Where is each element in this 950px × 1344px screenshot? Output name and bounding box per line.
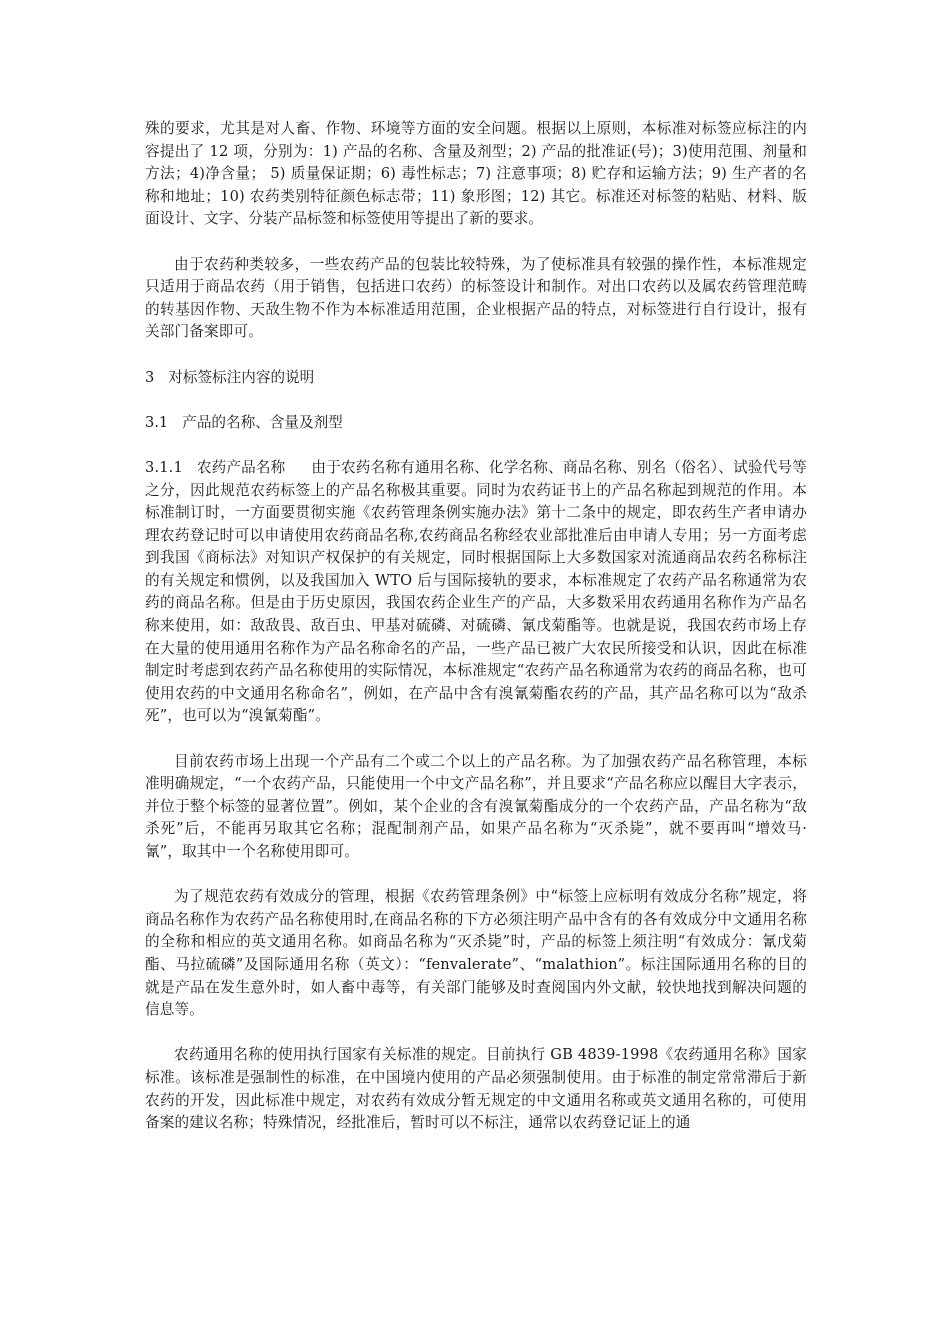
section-title: 农药产品名称: [196, 458, 286, 476]
section-title: 对标签标注内容的说明: [168, 368, 315, 386]
paragraph-active-ingredient: 为了规范农药有效成分的管理，根据《农药管理条例》中“标签上应标明有效成分名称”规定，将商品名称作为农药产品名称使用时,在商品名称的下方必须注明产品中含有的各有效成分中文通用名称的全称和相应的英文通用名称。如商品名称为“灭杀毙”时，产品的标签上须注明“有效成分：氰戊菊酯、马拉硫磷”及国际通用名称（英文）：“fenvalerate”、“malathion”。标注国际通用名称的目的就是产品在发生意外时，如人畜中毒等，有关部门能够及时查阅国内外文献，较快地找到解决问题的信息等。: [145, 888, 807, 1019]
section-number: 3.1.1: [145, 458, 183, 476]
paragraph-gap: [145, 344, 807, 367]
paragraph-gap: [145, 389, 807, 412]
paragraph-gap: [145, 434, 807, 457]
section-heading-3-1: [145, 412, 807, 435]
paragraph-text: 由于农药名称有通用名称、化学名称、商品名称、别名（俗名）、试验代号等之分，因此规范农药标签上的产品名称极其重要。同时为农药证书上的产品名称起到规范的作用。本标准制订时，一方面要贯彻实施《农药管理条例实施办法》第十二条中的规定，即农药生产者申请办理农药登记时可以申请使用农药商品名称,农药商品名称经农业部批准后由申请人专用；另一方面考虑到我国《商标法》对知识产权保护的有关规定，同时根据国际上大多数国家对流通商品农药名称标注的有关规定和惯例，以及我国加入 WTO 后与国际接轨的要求，本标准规定了农药产品名称通常为农药的商品名称。但是由于历史原因，我国农药企业生产的产品，大多数采用农药通用名称作为产品名称来使用，如：敌敌畏、敌百虫、甲基对硫磷、对硫磷、氰戊菊酯等。也就是说，我国农药市场上存在大量的使用通用名称作为产品名称命名的产品，一些产品已被广大农民所接受和认识，因此在标准制定时考虑到农药产品名称使用的实际情况，本标准规定“农药产品名称通常为农药的商品名称，也可使用农药的中文通用名称命名”，例如，在产品中含有溴氰菊酯农药的产品，其产品名称可以为“敌杀死”，也可以为“溴氰菊酯”。: [145, 458, 807, 725]
paragraph-product-name: [145, 457, 807, 728]
paragraph-gap: [145, 864, 807, 887]
document-page: [145, 118, 807, 1135]
paragraph-gap: [145, 728, 807, 751]
paragraph-gap: [145, 1022, 807, 1045]
paragraph-label-requirements: 殊的要求，尤其是对人畜、作物、环境等方面的安全问题。根据以上原则，本标准对标签应标注的内容提出了 12 项，分别为：1) 产品的名称、含量及剂型；2) 产品的批准证(号)；3)使用范围、剂量和方法；4)净含量； 5) 质量保证期；6) 毒性标志；7) 注意事项；8) 贮存和运输方法；9) 生产者的名称和地址；10) 农药类别特征颜色标志带；11) 象形图；12) 其它。标准还对标签的粘贴、材料、版面设计、文字、分装产品标签和标签使用等提出了新的要求。: [145, 120, 807, 228]
section-number: 3: [145, 368, 155, 386]
section-heading-3: [145, 367, 807, 390]
paragraph-common-name: 农药通用名称的使用执行国家有关标准的规定。目前执行 GB 4839-1998《农药通用名称》国家标准。该标准是强制性的标准，在中国境内使用的产品必须强制使用。由于标准的制定常常滞后于新农药的开发，因此标准中规定，对农药有效成分暂无规定的中文通用名称或英文通用名称的，可使用备案的建议名称；特殊情况，经批准后，暂时可以不标注，通常以农药登记证上的通: [145, 1046, 807, 1132]
paragraph-scope: 由于农药种类较多，一些农药产品的包装比较特殊，为了使标准具有较强的操作性，本标准规定只适用于商品农药（用于销售，包括进口农药）的标签设计和制作。对出口农药以及属农药管理范畴的转基因作物、天敌生物不作为本标准适用范围，企业根据产品的特点，对标签进行自行设计，报有关部门备案即可。: [145, 255, 807, 341]
paragraph-gap: [145, 231, 807, 254]
section-title: 产品的名称、含量及剂型: [182, 413, 343, 431]
paragraph-single-name: 目前农药市场上出现一个产品有二个或二个以上的产品名称。为了加强农药产品名称管理，本标准明确规定，“一个农药产品，只能使用一个中文产品名称”，并且要求“产品名称应以醒目大字表示，并位于整个标签的显著位置”。例如，某个企业的含有溴氰菊酯成分的一个农药产品，产品名称为“敌杀死”后，不能再另取其它名称；混配制剂产品，如果产品名称为“灭杀毙”，就不要再叫“增效马·氰”，取其中一个名称使用即可。: [145, 752, 807, 860]
section-number: 3.1: [145, 413, 169, 431]
